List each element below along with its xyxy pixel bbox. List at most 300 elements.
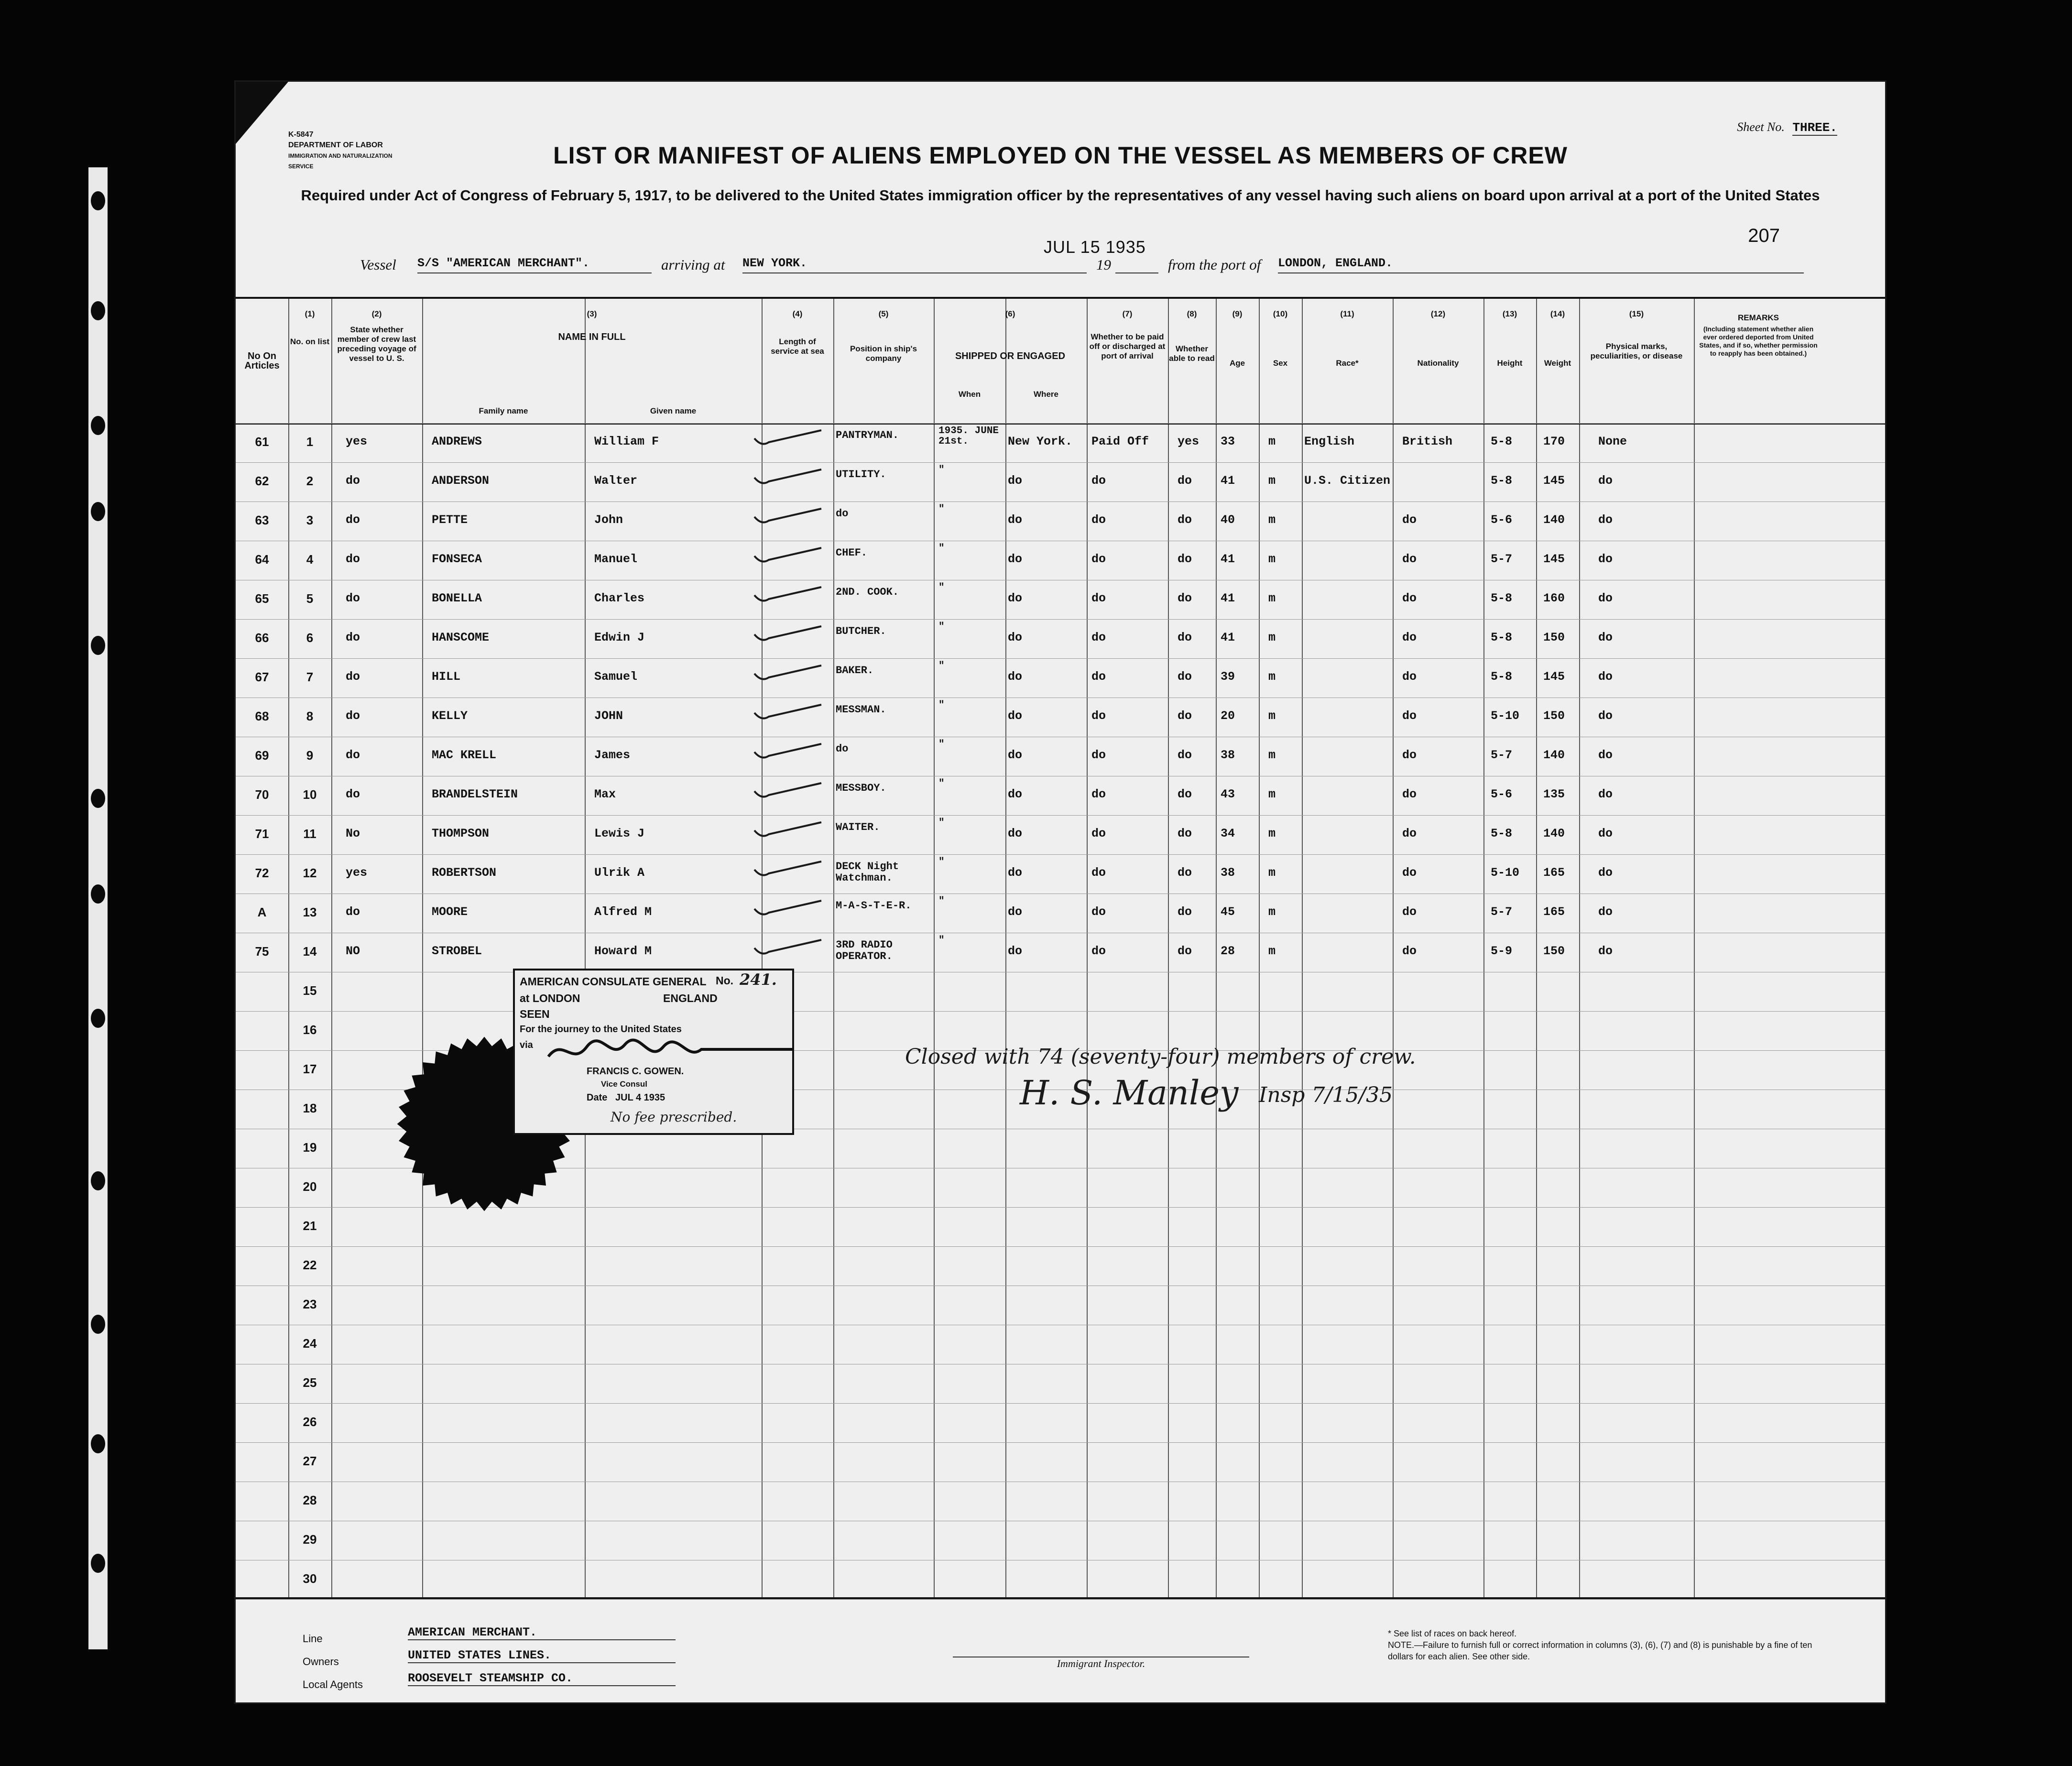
sheet-number-value: THREE.	[1792, 120, 1837, 135]
footer	[236, 1597, 1885, 1704]
empty-row-number: 18	[303, 1101, 317, 1115]
col6-number: (6)	[1005, 309, 1015, 318]
col10-number: (10)	[1273, 309, 1288, 318]
cell-read: do	[1178, 944, 1192, 958]
cell-weight: 145	[1543, 670, 1565, 684]
cell-marks: do	[1598, 474, 1613, 488]
cell-weight: 140	[1543, 513, 1565, 527]
cell-race: English	[1304, 435, 1355, 448]
cell-prev: do	[346, 591, 360, 605]
cell-marks: do	[1598, 591, 1613, 605]
col7-header: Whether to be paid off or discharged at port of arrival	[1089, 332, 1166, 360]
empty-row-number: 20	[303, 1179, 317, 1194]
consulate-no-label: No.	[716, 974, 734, 987]
vessel-label: Vessel	[360, 256, 396, 273]
col13-number: (13)	[1502, 309, 1517, 318]
consul-title: Vice Consul	[601, 1079, 647, 1089]
consulate-date-value: JUL 4 1935	[615, 1092, 665, 1103]
col4-header: Length of service at sea	[771, 337, 824, 356]
sheet-number-label: Sheet No.	[1737, 120, 1785, 134]
cell-position: do	[836, 743, 849, 755]
cell-age: 41	[1221, 552, 1235, 566]
check-mark-icon	[752, 898, 824, 917]
cell-weight: 160	[1543, 591, 1565, 605]
page-number: 207	[1748, 225, 1780, 246]
empty-row-number: 15	[303, 983, 317, 998]
cell-prev: do	[346, 748, 360, 762]
cell-read: do	[1178, 552, 1192, 566]
cell-where: do	[1008, 670, 1023, 684]
col2-number: (2)	[371, 309, 382, 318]
cell-family: THOMPSON	[432, 827, 490, 840]
cell-family: ANDERSON	[432, 474, 490, 488]
cell-prev: No	[346, 827, 360, 840]
cell-no: 13	[303, 905, 317, 919]
cell-when: "	[938, 465, 945, 476]
arrival-date-stamp: JUL 15 1935	[1044, 237, 1146, 257]
cell-position: 3RD RADIO OPERATOR.	[836, 939, 893, 962]
cell-where: do	[1008, 748, 1023, 762]
cell-when: "	[938, 582, 945, 593]
vessel-name: S/S "AMERICAN MERCHANT".	[417, 256, 652, 273]
col15-number: (15)	[1629, 309, 1644, 318]
cell-prev: yes	[346, 866, 368, 880]
cell-prev: do	[346, 552, 360, 566]
cell-read: do	[1178, 787, 1192, 801]
check-mark-icon	[752, 428, 824, 447]
cell-no: 1	[306, 435, 314, 449]
cell-where: do	[1008, 552, 1023, 566]
cell-where: do	[1008, 631, 1023, 644]
cell-read: do	[1178, 513, 1192, 527]
cell-height: 5-8	[1491, 670, 1513, 684]
cell-no: 5	[306, 591, 314, 606]
cell-art: 69	[255, 748, 269, 763]
cell-art: 64	[255, 552, 269, 567]
arriving-port: NEW YORK.	[742, 256, 1087, 273]
col13-header: Height	[1497, 359, 1523, 368]
row-rule	[236, 1442, 1885, 1443]
cell-age: 28	[1221, 944, 1235, 958]
col5-number: (5)	[878, 309, 889, 318]
cell-sex: m	[1268, 787, 1276, 801]
cell-paid: do	[1091, 474, 1106, 488]
cell-weight: 170	[1543, 435, 1565, 448]
cell-nationality: British	[1402, 435, 1453, 448]
consul-name: FRANCIS C. GOWEN.	[587, 1066, 684, 1077]
footnote-races: * See list of races on back hereof.	[1388, 1629, 1517, 1638]
col3-header: NAME IN FULL	[558, 332, 626, 342]
cell-family: BRANDELSTEIN	[432, 787, 518, 801]
cell-sex: m	[1268, 905, 1276, 919]
cell-paid: do	[1091, 591, 1106, 605]
row-rule	[236, 1403, 1885, 1404]
department-name: DEPARTMENT OF LABOR	[288, 141, 383, 149]
cell-where: do	[1008, 787, 1023, 801]
cell-paid: do	[1091, 552, 1106, 566]
cell-nationality: do	[1402, 513, 1417, 527]
cell-art: 65	[255, 591, 269, 606]
cell-given: John	[594, 513, 623, 527]
cell-given: Walter	[594, 474, 638, 488]
check-mark-icon	[752, 545, 824, 565]
cell-family: STROBEL	[432, 944, 482, 958]
cell-art: 63	[255, 513, 269, 527]
cell-read: yes	[1178, 435, 1200, 448]
cell-height: 5-8	[1491, 631, 1513, 644]
inspector-line: Immigrant Inspector.	[953, 1657, 1249, 1670]
cell-height: 5-8	[1491, 827, 1513, 840]
consulate-stamp	[513, 969, 794, 1135]
cell-art: A	[257, 905, 267, 919]
col8-number: (8)	[1187, 309, 1197, 318]
empty-row-number: 26	[303, 1415, 317, 1429]
col7-number: (7)	[1122, 309, 1133, 318]
cell-family: FONSECA	[432, 552, 482, 566]
col-articles-header: No On Articles	[244, 351, 280, 371]
cell-age: 33	[1221, 435, 1235, 448]
cell-no: 12	[303, 866, 317, 880]
cell-nationality: do	[1402, 748, 1417, 762]
col1-header: No. on list	[290, 337, 330, 346]
cell-when: "	[938, 739, 945, 750]
cell-nationality: do	[1402, 905, 1417, 919]
cell-family: MOORE	[432, 905, 468, 919]
cell-marks: do	[1598, 866, 1613, 880]
folded-corner	[236, 82, 288, 144]
empty-row-number: 17	[303, 1062, 317, 1076]
cell-given: Manuel	[594, 552, 638, 566]
cell-read: do	[1178, 709, 1192, 723]
cell-position: 2ND. COOK.	[836, 586, 899, 598]
vessel-line	[346, 256, 1828, 283]
empty-row-number: 24	[303, 1336, 317, 1351]
cell-family: ROBERTSON	[432, 866, 497, 880]
cell-sex: m	[1268, 552, 1276, 566]
cell-art: 61	[255, 435, 269, 449]
cell-position: UTILITY.	[836, 469, 886, 480]
row-rule	[236, 1246, 1885, 1247]
owners-value: UNITED STATES LINES.	[408, 1648, 676, 1663]
cell-art: 62	[255, 474, 269, 488]
cell-sex: m	[1268, 827, 1276, 840]
cell-art: 68	[255, 709, 269, 723]
cell-nationality: do	[1402, 670, 1417, 684]
col3-family-header: Family name	[479, 406, 528, 415]
check-mark-icon	[752, 467, 824, 486]
cell-read: do	[1178, 748, 1192, 762]
row-rule	[236, 854, 1885, 855]
cell-position: WAITER.	[836, 821, 880, 833]
cell-no: 14	[303, 944, 317, 959]
cell-paid: do	[1091, 866, 1106, 880]
cell-sex: m	[1268, 866, 1276, 880]
empty-row-number: 16	[303, 1023, 317, 1037]
cell-sex: m	[1268, 474, 1276, 488]
cell-where: New York.	[1008, 435, 1073, 448]
cell-given: Ulrik A	[594, 866, 645, 880]
cell-art: 70	[255, 787, 269, 802]
cell-no: 4	[306, 552, 314, 567]
cell-age: 43	[1221, 787, 1235, 801]
cell-age: 41	[1221, 474, 1235, 488]
col5-header: Position in ship's company	[850, 344, 917, 363]
cell-when: "	[938, 935, 945, 946]
cell-no: 9	[306, 748, 314, 763]
cell-paid: do	[1091, 787, 1106, 801]
col14-number: (14)	[1550, 309, 1565, 318]
col6-where-header: Where	[1034, 390, 1058, 399]
consulate-via: via	[520, 1040, 533, 1050]
remarks-header: REMARKS	[1738, 313, 1779, 322]
binding-strip	[88, 167, 108, 1649]
col2-header: State whether member of crew last preceding voyage of vessel to U. S.	[337, 325, 416, 363]
agents-label: Local Agents	[303, 1679, 363, 1690]
cell-height: 5-7	[1491, 552, 1513, 566]
cell-position: MESSMAN.	[836, 704, 886, 716]
cell-height: 5-8	[1491, 591, 1513, 605]
cell-when: "	[938, 700, 945, 711]
cell-no: 2	[306, 474, 314, 488]
cell-weight: 135	[1543, 787, 1565, 801]
cell-family: HILL	[432, 670, 461, 684]
col8-header: Whether able to read	[1169, 344, 1215, 363]
cell-prev: do	[346, 631, 360, 644]
cell-sex: m	[1268, 670, 1276, 684]
consulate-line1: AMERICAN CONSULATE GENERAL	[520, 975, 707, 988]
cell-no: 8	[306, 709, 314, 723]
cell-read: do	[1178, 591, 1192, 605]
cell-race: U.S. Citizen	[1304, 474, 1391, 488]
cell-marks: do	[1598, 670, 1613, 684]
consulate-line4: For the journey to the United States	[520, 1024, 682, 1035]
col3-number: (3)	[587, 309, 597, 318]
cell-sex: m	[1268, 944, 1276, 958]
row-rule	[236, 1011, 1885, 1012]
col4-number: (4)	[792, 309, 803, 318]
cell-position: M-A-S-T-E-R.	[836, 900, 912, 912]
cell-where: do	[1008, 866, 1023, 880]
arriving-label: arriving at	[661, 256, 725, 273]
fee-note: No fee prescribed.	[611, 1109, 737, 1125]
cell-paid: do	[1091, 631, 1106, 644]
cell-weight: 145	[1543, 474, 1565, 488]
crew-table	[236, 297, 1885, 1599]
row-rule	[236, 501, 1885, 502]
cell-age: 20	[1221, 709, 1235, 723]
empty-row-number: 23	[303, 1297, 317, 1311]
cell-age: 45	[1221, 905, 1235, 919]
col11-header: Race*	[1336, 359, 1359, 368]
cell-prev: do	[346, 787, 360, 801]
cell-no: 10	[303, 787, 317, 802]
inspector-signature: H. S. Manley	[1020, 1073, 1239, 1112]
cell-when: "	[938, 818, 945, 828]
cell-prev: yes	[346, 435, 368, 448]
cell-given: Lewis J	[594, 827, 645, 840]
cell-art: 71	[255, 827, 269, 841]
cell-position: BAKER.	[836, 665, 874, 676]
cell-sex: m	[1268, 513, 1276, 527]
empty-row-number: 27	[303, 1454, 317, 1468]
cell-weight: 140	[1543, 827, 1565, 840]
cell-age: 41	[1221, 591, 1235, 605]
check-mark-icon	[752, 820, 824, 839]
cell-nationality: do	[1402, 787, 1417, 801]
col6-header: SHIPPED OR ENGAGED	[955, 351, 1066, 361]
cell-weight: 140	[1543, 748, 1565, 762]
cell-marks: do	[1598, 552, 1613, 566]
cell-sex: m	[1268, 591, 1276, 605]
consulate-line3: SEEN	[520, 1008, 550, 1020]
cell-paid: do	[1091, 905, 1106, 919]
cell-nationality: do	[1402, 552, 1417, 566]
cell-read: do	[1178, 474, 1192, 488]
check-mark-icon	[752, 741, 824, 761]
col12-number: (12)	[1430, 309, 1446, 318]
cell-marks: do	[1598, 709, 1613, 723]
cell-nationality: do	[1402, 709, 1417, 723]
cell-where: do	[1008, 944, 1023, 958]
footnotes	[1388, 1628, 1818, 1662]
cell-sex: m	[1268, 631, 1276, 644]
cell-art: 66	[255, 631, 269, 645]
cell-where: do	[1008, 709, 1023, 723]
cell-given: Alfred M	[594, 905, 652, 919]
col1-number: (1)	[305, 309, 315, 318]
cell-given: Charles	[594, 591, 645, 605]
cell-prev: do	[346, 905, 360, 919]
cell-family: KELLY	[432, 709, 468, 723]
empty-row-number: 30	[303, 1571, 317, 1586]
row-rule	[236, 815, 1885, 816]
cell-given: James	[594, 748, 631, 762]
row-rule	[236, 462, 1885, 463]
cell-weight: 150	[1543, 709, 1565, 723]
check-mark-icon	[752, 859, 824, 878]
cell-no: 11	[303, 827, 316, 841]
cell-height: 5-9	[1491, 944, 1513, 958]
cell-no: 3	[306, 513, 314, 527]
check-mark-icon	[752, 624, 824, 643]
check-mark-icon	[752, 663, 824, 682]
closing-note: Closed with 74 (seventy-four) members of crew.	[905, 1045, 1416, 1069]
cell-position: CHEF.	[836, 547, 868, 559]
line-value: AMERICAN MERCHANT.	[408, 1625, 676, 1640]
owners-label: Owners	[303, 1656, 339, 1668]
cell-read: do	[1178, 631, 1192, 644]
row-rule	[236, 619, 1885, 620]
cell-height: 5-10	[1491, 866, 1520, 880]
cell-given: William F	[594, 435, 659, 448]
cell-family: MAC KRELL	[432, 748, 497, 762]
cell-given: Samuel	[594, 670, 638, 684]
cell-position: DECK Night Watchman.	[836, 861, 899, 884]
cell-family: HANSCOME	[432, 631, 490, 644]
row-rule	[236, 658, 1885, 659]
cell-given: Howard M	[594, 944, 652, 958]
cell-nationality: do	[1402, 591, 1417, 605]
cell-when: "	[938, 504, 945, 515]
cell-given: Max	[594, 787, 616, 801]
line-label: Line	[303, 1633, 323, 1645]
cell-given: JOHN	[594, 709, 623, 723]
cell-when: "	[938, 621, 945, 632]
cell-height: 5-10	[1491, 709, 1520, 723]
cell-paid: do	[1091, 513, 1106, 527]
consulate-no-value: 241.	[740, 970, 777, 989]
cell-paid: do	[1091, 709, 1106, 723]
inspection-date-note: Insp 7/15/35	[1259, 1083, 1393, 1107]
cell-art: 72	[255, 866, 269, 880]
empty-row-number: 19	[303, 1140, 317, 1155]
cell-height: 5-8	[1491, 474, 1513, 488]
col3-given-header: Given name	[650, 406, 697, 415]
col9-header: Age	[1229, 359, 1245, 368]
cell-read: do	[1178, 866, 1192, 880]
cell-prev: NO	[346, 944, 360, 958]
cell-position: do	[836, 508, 849, 520]
cell-age: 38	[1221, 748, 1235, 762]
col11-number: (11)	[1340, 309, 1354, 318]
cell-when: "	[938, 896, 945, 907]
sheet-number	[1737, 120, 1837, 135]
form-number: K-5847	[288, 131, 314, 139]
cell-weight: 165	[1543, 905, 1565, 919]
col10-header: Sex	[1273, 359, 1288, 368]
cell-age: 41	[1221, 631, 1235, 644]
col12-header: Nationality	[1417, 359, 1459, 368]
cell-where: do	[1008, 827, 1023, 840]
cell-where: do	[1008, 474, 1023, 488]
cell-paid: do	[1091, 670, 1106, 684]
cell-when: "	[938, 857, 945, 868]
cell-family: BONELLA	[432, 591, 482, 605]
cell-weight: 150	[1543, 631, 1565, 644]
check-mark-icon	[752, 938, 824, 957]
cell-height: 5-6	[1491, 513, 1513, 527]
cell-marks: do	[1598, 827, 1613, 840]
cell-read: do	[1178, 827, 1192, 840]
cell-art: 75	[255, 944, 269, 959]
footnote-fine: NOTE.—Failure to furnish full or correct information in columns (3), (6), (7) and (8) is punishable by a fine of ten dollars for each alien. See other side.	[1388, 1640, 1812, 1661]
row-rule	[236, 423, 1885, 424]
col14-header: Weight	[1544, 359, 1571, 368]
cell-where: do	[1008, 905, 1023, 919]
cell-weight: 165	[1543, 866, 1565, 880]
cell-sex: m	[1268, 435, 1276, 448]
cell-where: do	[1008, 513, 1023, 527]
consulate-line2: at LONDON	[520, 992, 580, 1004]
cell-read: do	[1178, 905, 1192, 919]
cell-marks: do	[1598, 513, 1613, 527]
cell-nationality: do	[1402, 631, 1417, 644]
cell-nationality: do	[1402, 827, 1417, 840]
cell-marks: None	[1598, 435, 1627, 448]
cell-weight: 150	[1543, 944, 1565, 958]
cell-prev: do	[346, 709, 360, 723]
cell-marks: do	[1598, 944, 1613, 958]
cell-nationality: do	[1402, 944, 1417, 958]
from-label: from the port of	[1168, 256, 1261, 273]
consulate-date-label: Date	[587, 1092, 608, 1103]
cell-age: 38	[1221, 866, 1235, 880]
departure-port: LONDON, ENGLAND.	[1278, 256, 1804, 273]
cell-position: MESSBOY.	[836, 782, 886, 794]
cell-where: do	[1008, 591, 1023, 605]
cell-when: "	[938, 543, 945, 554]
year-blank	[1115, 256, 1158, 273]
